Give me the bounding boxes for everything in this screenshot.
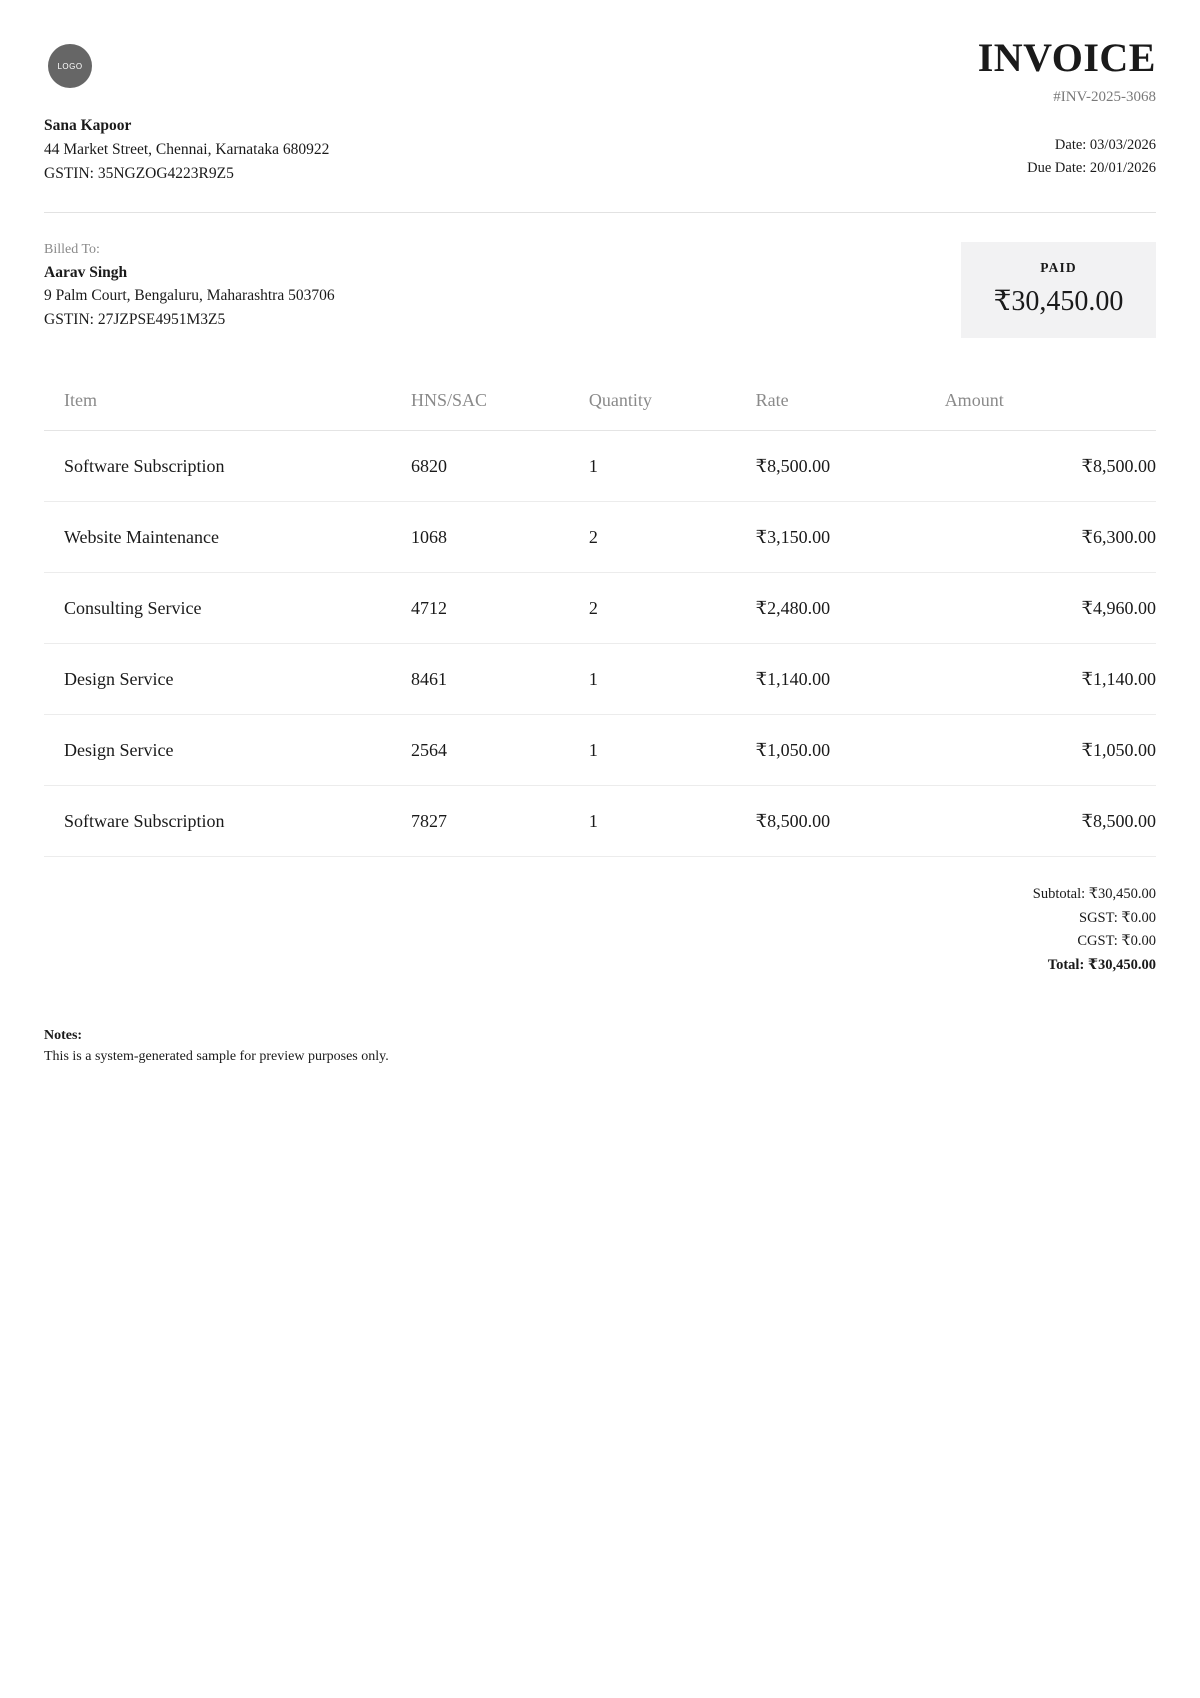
table-row: [44, 715, 1156, 786]
column-header-hns-sac: HNS/SAC: [411, 390, 589, 431]
total-line: Total: ₹30,450.00: [1047, 956, 1156, 973]
table-row: [44, 786, 1156, 857]
seller-address: 44 Market Street, Chennai, Karnataka 680922: [44, 141, 330, 159]
billed-to-label: Billed To:: [44, 242, 100, 258]
cell-rate: ₹1,140.00: [756, 644, 945, 715]
cell-amount: ₹1,050.00: [945, 715, 1156, 786]
buyer-address: 9 Palm Court, Bengaluru, Maharashtra 503706: [44, 287, 335, 305]
cell-rate: ₹1,050.00: [756, 715, 945, 786]
table-row: [44, 644, 1156, 715]
cell-amount: ₹8,500.00: [945, 786, 1156, 857]
seller-details: [44, 114, 656, 186]
column-header-amount: Amount: [945, 390, 1156, 431]
cell-quantity: 2: [589, 573, 756, 644]
sgst-line: SGST: ₹0.00: [1079, 909, 1156, 926]
page-title: INVOICE: [977, 35, 1156, 80]
column-header-item: Item: [44, 390, 411, 431]
cell-amount: ₹6,300.00: [945, 502, 1156, 573]
cell-rate: ₹2,480.00: [756, 573, 945, 644]
seller-name: Sana Kapoor: [44, 117, 132, 134]
invoice-meta: [656, 30, 1156, 181]
cell-quantity: 1: [589, 786, 756, 857]
cell-quantity: 1: [589, 715, 756, 786]
company-logo: [48, 44, 92, 88]
cell-quantity: 1: [589, 431, 756, 502]
cell-item: Design Service: [44, 715, 411, 786]
line-items-table: [44, 390, 1156, 857]
cell-hns-sac: 1068: [411, 502, 589, 573]
cell-rate: ₹8,500.00: [756, 786, 945, 857]
column-header-rate: Rate: [756, 390, 945, 431]
cell-rate: ₹3,150.00: [756, 502, 945, 573]
invoice-number: #INV-2025-3068: [1053, 89, 1156, 105]
cell-hns-sac: 4712: [411, 573, 589, 644]
billing-section: [44, 242, 1156, 338]
table-row: [44, 573, 1156, 644]
cell-amount: ₹4,960.00: [945, 573, 1156, 644]
cell-amount: ₹8,500.00: [945, 431, 1156, 502]
cell-hns-sac: 2564: [411, 715, 589, 786]
table-row: [44, 502, 1156, 573]
cell-item: Website Maintenance: [44, 502, 411, 573]
table-header-row: [44, 390, 1156, 431]
cell-rate: ₹8,500.00: [756, 431, 945, 502]
invoice-date: Date: 03/03/2026: [1054, 137, 1156, 153]
seller-gstin: GSTIN: 35NGZOG4223R9Z5: [44, 165, 234, 183]
buyer-name: Aarav Singh: [44, 264, 128, 282]
cell-amount: ₹1,140.00: [945, 644, 1156, 715]
subtotal-line: Subtotal: ₹30,450.00: [1032, 886, 1156, 903]
cgst-line: CGST: ₹0.00: [1077, 933, 1156, 950]
header-divider: [44, 212, 1156, 213]
payment-status-label: PAID: [1040, 260, 1077, 276]
cell-quantity: 1: [589, 644, 756, 715]
seller-block: [44, 30, 656, 186]
cell-hns-sac: 7827: [411, 786, 589, 857]
logo-label: LOGO: [57, 61, 83, 71]
invoice-dates: [656, 134, 1156, 181]
cell-item: Design Service: [44, 644, 411, 715]
payment-amount: ₹30,450.00: [993, 286, 1124, 318]
cell-item: Software Subscription: [44, 431, 411, 502]
table-row: [44, 431, 1156, 502]
cell-hns-sac: 6820: [411, 431, 589, 502]
status-badge: [961, 242, 1156, 338]
billed-to-block: [44, 242, 711, 332]
notes-text: This is a system-generated sample for preview purposes only.: [44, 1048, 389, 1064]
buyer-gstin: GSTIN: 27JZPSE4951M3Z5: [44, 311, 226, 329]
column-header-quantity: Quantity: [589, 390, 756, 431]
cell-quantity: 2: [589, 502, 756, 573]
cell-item: Consulting Service: [44, 573, 411, 644]
totals-block: [44, 883, 1156, 977]
invoice-header: [44, 30, 1156, 186]
notes-title: Notes:: [44, 1027, 83, 1043]
invoice-due-date: Due Date: 20/01/2026: [1027, 160, 1156, 177]
notes-section: [44, 1025, 1156, 1067]
cell-item: Software Subscription: [44, 786, 411, 857]
cell-hns-sac: 8461: [411, 644, 589, 715]
